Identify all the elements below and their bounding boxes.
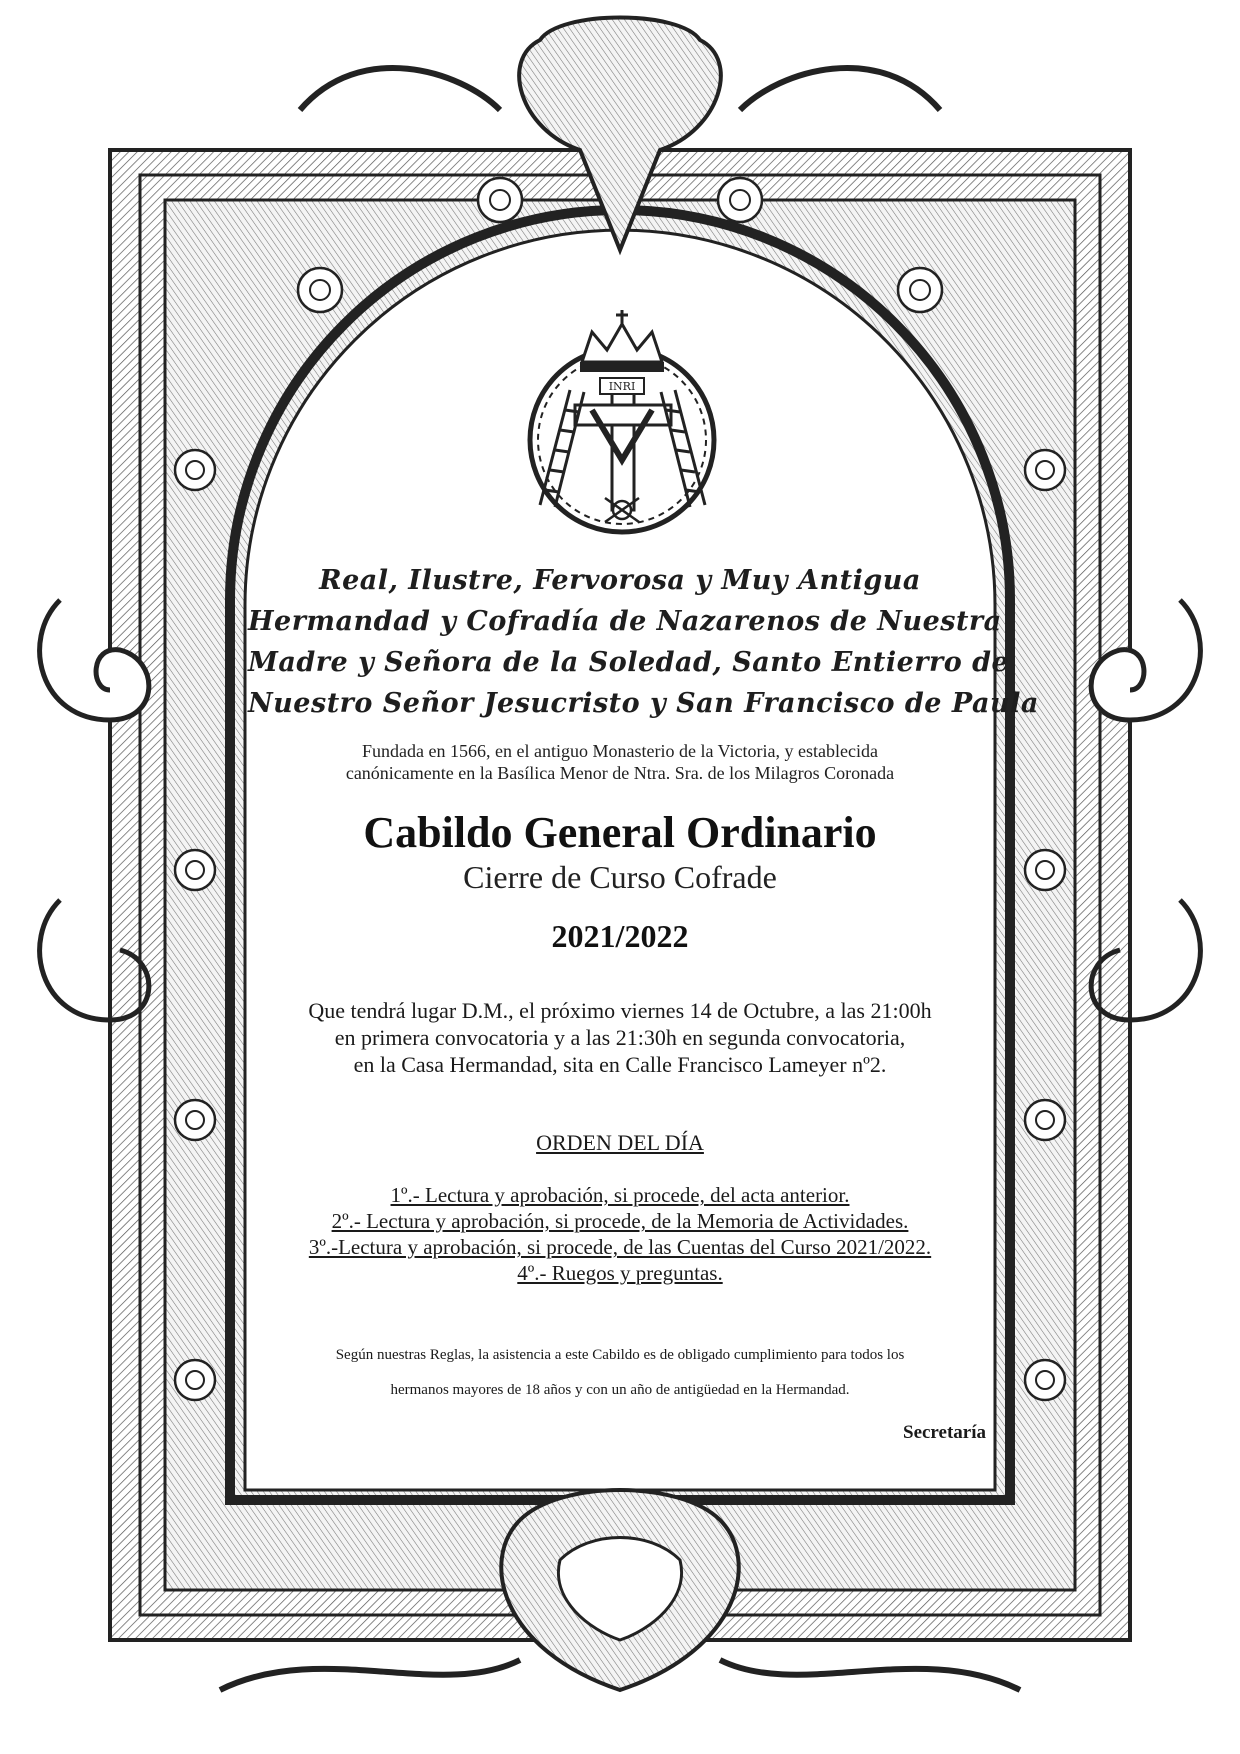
brotherhood-name [248,560,1039,724]
convocation-line: en la Casa Hermandad, sita en Calle Francisco Lameyer nº2. [353,1052,887,1077]
convocation-line: en primera convocatoria y a las 21:30h en segunda convocatoria, [334,1025,906,1050]
founding-info [262,740,978,784]
brotherhood-line: Hermandad y Cofradía de Nazarenos de Nuestra [248,606,1002,637]
agenda-item: 1º.- Lectura y aprobación, si procede, del acta anterior. [390,1183,850,1207]
course-year: 2021/2022 [551,918,689,954]
notice-line: hermanos mayores de 18 años y con un año de antigüedad en la Hermandad. [390,1382,850,1398]
convocation-text [262,997,978,1078]
page-subtitle: Cierre de Curso Cofrade [463,859,777,895]
convocation-line: Que tendrá lugar D.M., el próximo viernes 14 de Octubre, a las 21:00h [308,998,932,1023]
agenda-list [248,1182,992,1286]
founding-line: canónicamente en la Basílica Menor de Ntra. Sra. de los Milagros Coronada [345,763,895,783]
page-title: Cabildo General Ordinario [363,808,877,857]
brotherhood-emblem [500,310,745,545]
signature: Secretaría [903,1422,986,1443]
agenda-item: 2º.- Lectura y aprobación, si procede, de la Memoria de Actividades. [331,1209,909,1233]
crown-icon [580,310,664,372]
cross-icon [575,380,671,510]
agenda-item: 3º.-Lectura y aprobación, si procede, de las Cuentas del Curso 2021/2022. [308,1235,932,1259]
inri-label: INRI [608,380,636,393]
brotherhood-line: Madre y Señora de la Soledad, Santo Entierro de [248,647,1010,678]
agenda-title: ORDEN DEL DÍA [536,1130,704,1155]
agenda-item: 4º.- Ruegos y preguntas. [517,1261,723,1285]
notice-content [248,560,1039,1444]
attendance-notice [240,1338,1000,1408]
brotherhood-line: Real, Ilustre, Fervorosa y Muy Antigua [319,565,921,596]
founding-line: Fundada en 1566, en el antiguo Monasterio de la Victoria, y establecida [362,741,878,761]
brotherhood-line: Nuestro Señor Jesucristo y San Francisco de Paula [248,688,1039,719]
notice-line: Según nuestras Reglas, la asistencia a este Cabildo es de obligado cumplimiento para todos los [335,1347,905,1363]
